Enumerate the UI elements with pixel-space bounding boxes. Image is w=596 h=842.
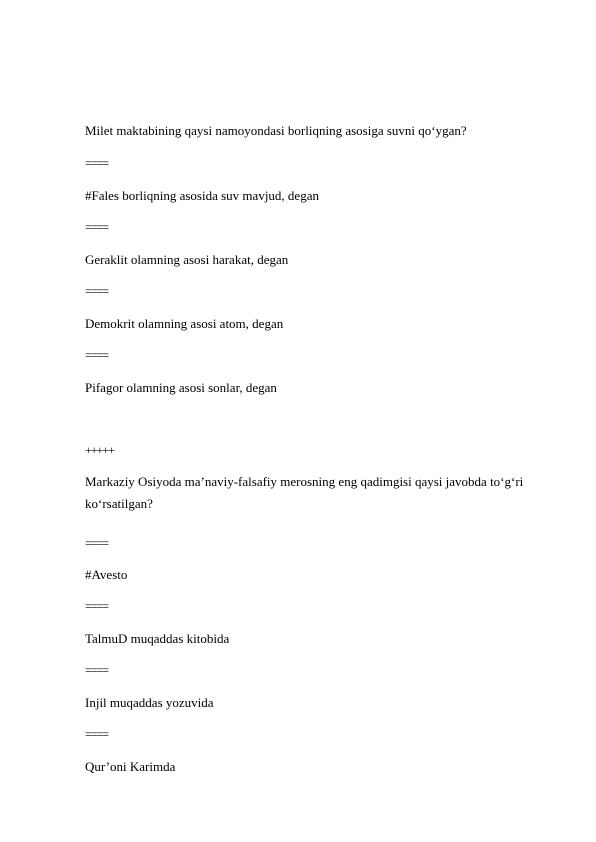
separator: ====	[85, 348, 109, 362]
question-1-option-2: Geraklit olamning asosi harakat, degan	[85, 252, 289, 267]
separator: ====	[85, 284, 109, 298]
separator: ====	[85, 663, 109, 677]
question-1-option-3: Demokrit olamning asosi atom, degan	[85, 316, 284, 331]
question-2-text: Markaziy Osiyoda ma’naviy-falsafiy merosning eng qadimgisi qaysi javobda to‘g‘ri ko‘rsatilgan?	[85, 474, 524, 511]
separator: ====	[85, 599, 109, 613]
block-separator: +++++	[85, 443, 114, 457]
separator: ====	[85, 156, 109, 170]
question-2-option-2: TalmuD muqaddas kitobida	[85, 631, 230, 646]
question-2-option-4: Qur’oni Karimda	[85, 759, 176, 774]
question-1-option-1: #Fales borliqning asosida suv mavjud, degan	[85, 188, 319, 203]
question-2-option-1: #Avesto	[85, 567, 128, 582]
question-2-option-3: Injil muqaddas yozuvida	[85, 695, 214, 710]
separator: ====	[85, 536, 109, 550]
question-1-option-4: Pifagor olamning asosi sonlar, degan	[85, 380, 277, 395]
separator: ====	[85, 727, 109, 741]
separator: ====	[85, 220, 109, 234]
question-1-text: Milet maktabining qaysi namoyondasi borliqning asosiga suvni qo‘ygan?	[85, 123, 467, 138]
